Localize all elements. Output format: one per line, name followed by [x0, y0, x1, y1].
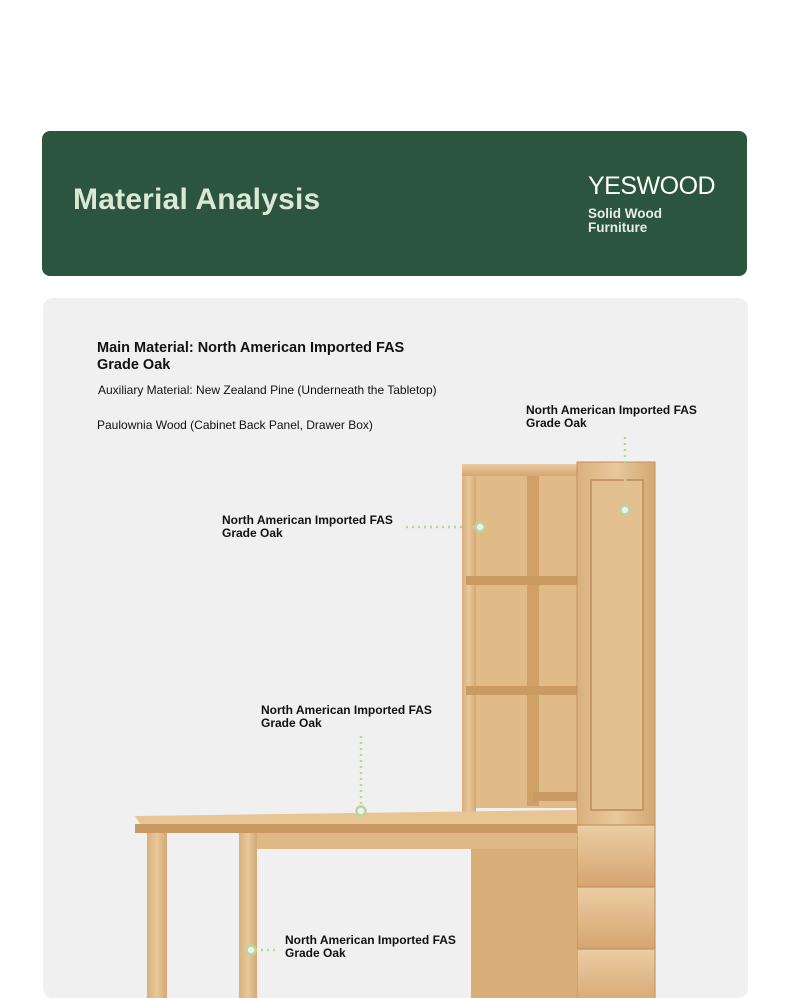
shelf-left-post: [462, 466, 476, 836]
desk-apron: [257, 833, 577, 849]
page-title: Material Analysis: [73, 183, 321, 216]
desk-cabinet-side: [471, 836, 577, 998]
shelf-board-2: [466, 686, 578, 695]
desk-leg-mid: [239, 833, 257, 998]
marker-cabinet: [621, 506, 630, 515]
header-banner: [42, 131, 747, 276]
callout-shelf: North American Imported FAS Grade Oak: [222, 513, 393, 540]
drawer-3: [577, 949, 655, 998]
auxiliary-material-label: Auxiliary Material: New Zealand Pine (Underneath the Tabletop): [98, 383, 437, 397]
tabletop-edge: [135, 824, 577, 833]
paulownia-material-label: Paulownia Wood (Cabinet Back Panel, Drawer Box): [97, 418, 373, 432]
material-panel: [43, 298, 748, 998]
brand-logo-text: YESWOOD: [588, 172, 716, 200]
callout-cabinet: North American Imported FAS Grade Oak: [526, 403, 697, 430]
shelf-top: [462, 464, 582, 476]
desk-leg-left: [147, 833, 167, 998]
callout-leg: North American Imported FAS Grade Oak: [285, 933, 456, 960]
brand-tagline: Solid Wood Furniture: [588, 206, 662, 235]
marker-leg: [247, 946, 256, 955]
cabinet-door: [591, 480, 643, 810]
marker-shelf: [476, 523, 485, 532]
shelf-board-1: [466, 576, 578, 585]
drawer-2: [577, 887, 655, 949]
shelf-inner-post: [527, 476, 539, 806]
drawer-1: [577, 825, 655, 887]
marker-tabletop: [357, 807, 366, 816]
main-material-label: Main Material: North American Imported FAS Grade Oak: [97, 340, 405, 373]
callout-tabletop: North American Imported FAS Grade Oak: [261, 703, 432, 730]
shelf-back-panel: [470, 473, 578, 808]
shelf-board-3: [533, 792, 578, 801]
